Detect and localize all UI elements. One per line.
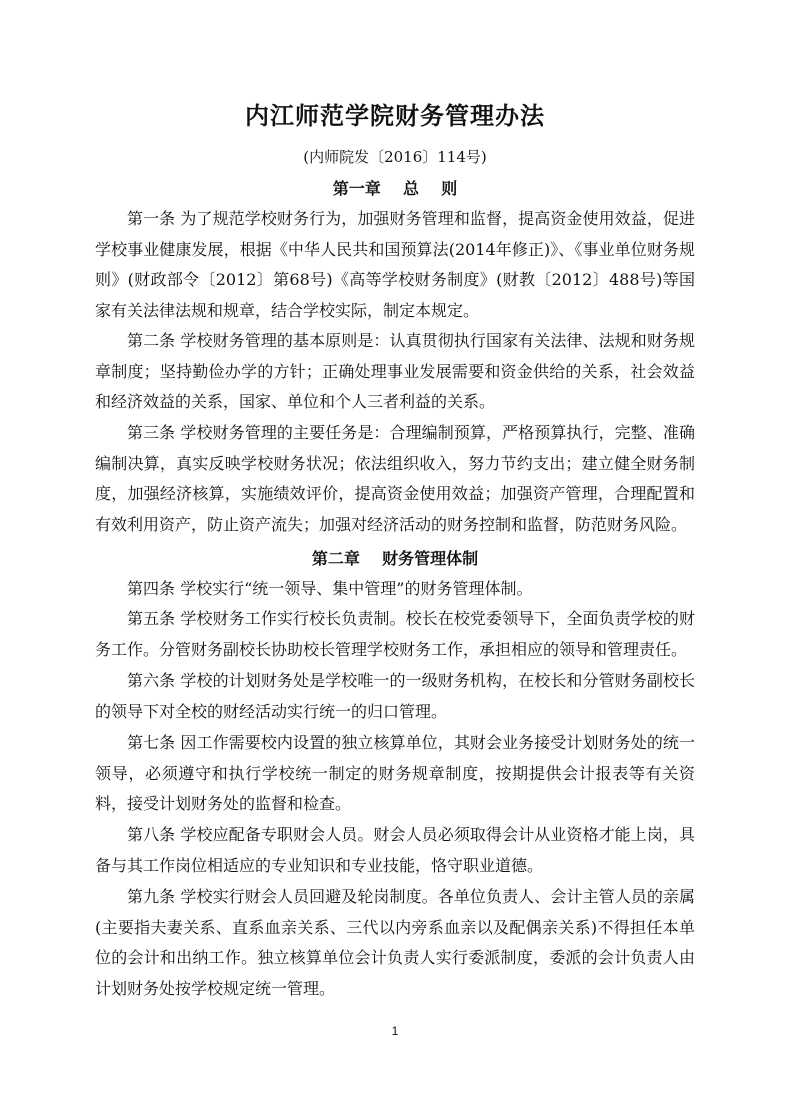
article-paragraph: 第六条 学校的计划财务处是学校唯一的一级财务机构，在校长和分管财务副校长的领导下对全校的财经活动实行统一的归口管理。	[95, 671, 695, 721]
chapter-heading: 第二章 财务管理体制	[311, 549, 479, 568]
document-title: 内江师范学院财务管理办法	[245, 102, 545, 130]
article-paragraph: 第四条 学校实行“统一领导、集中管理”的财务管理体制。	[127, 579, 533, 598]
chapter-heading: 第一章 总 则	[332, 179, 458, 198]
document-number: (内师院发〔2016〕114号)	[303, 148, 487, 166]
article-paragraph: 第一条 为了规范学校财务行为，加强财务管理和监督，提高资金使用效益，促进学校事业健康发展，根据《中华人民共和国预算法(2014年修正)》、《事业单位财务规则》(财政部令〔2012〕第68号)《高等学校财务制度》(财教〔2012〕488号)等国家有关法律法规和规章，结合学校实际，制定本规定。	[95, 209, 695, 320]
article-paragraph: 第八条 学校应配备专职财会人员。财会人员必须取得会计从业资格才能上岗，具备与其工作岗位相适应的专业知识和专业技能，恪守职业道德。	[95, 825, 695, 875]
article-paragraph: 第七条 因工作需要校内设置的独立核算单位，其财会业务接受计划财务处的统一领导，必须遵守和执行学校统一制定的财务规章制度，按期提供会计报表等有关资料，接受计划财务处的监督和检查。	[95, 733, 695, 813]
page-number: 1	[391, 1024, 399, 1038]
article-paragraph: 第九条 学校实行财会人员回避及轮岗制度。各单位负责人、会计主管人员的亲属(主要指夫妻关系、直系血亲关系、三代以内旁系血亲以及配偶亲关系)不得担任本单位的会计和出纳工作。独立核算单位会计负责人实行委派制度，委派的会计负责人由计划财务处按学校规定统一管理。	[95, 887, 695, 998]
article-paragraph: 第三条 学校财务管理的主要任务是：合理编制预算，严格预算执行，完整、准确编制决算，真实反映学校财务状况；依法组织收入，努力节约支出；建立健全财务制度，加强经济核算，实施绩效评价，提高资金使用效益；加强资产管理，合理配置和有效利用资产，防止资产流失；加强对经济活动的财务控制和监督，防范财务风险。	[95, 423, 695, 534]
article-paragraph: 第二条 学校财务管理的基本原则是：认真贯彻执行国家有关法律、法规和财务规章制度；坚持勤俭办学的方针；正确处理事业发展需要和资金供给的关系，社会效益和经济效益的关系，国家、单位和个人三者利益的关系。	[95, 331, 695, 411]
article-paragraph: 第五条 学校财务工作实行校长负责制。校长在校党委领导下，全面负责学校的财务工作。分管财务副校长协助校长管理学校财务工作，承担相应的领导和管理责任。	[95, 609, 695, 659]
